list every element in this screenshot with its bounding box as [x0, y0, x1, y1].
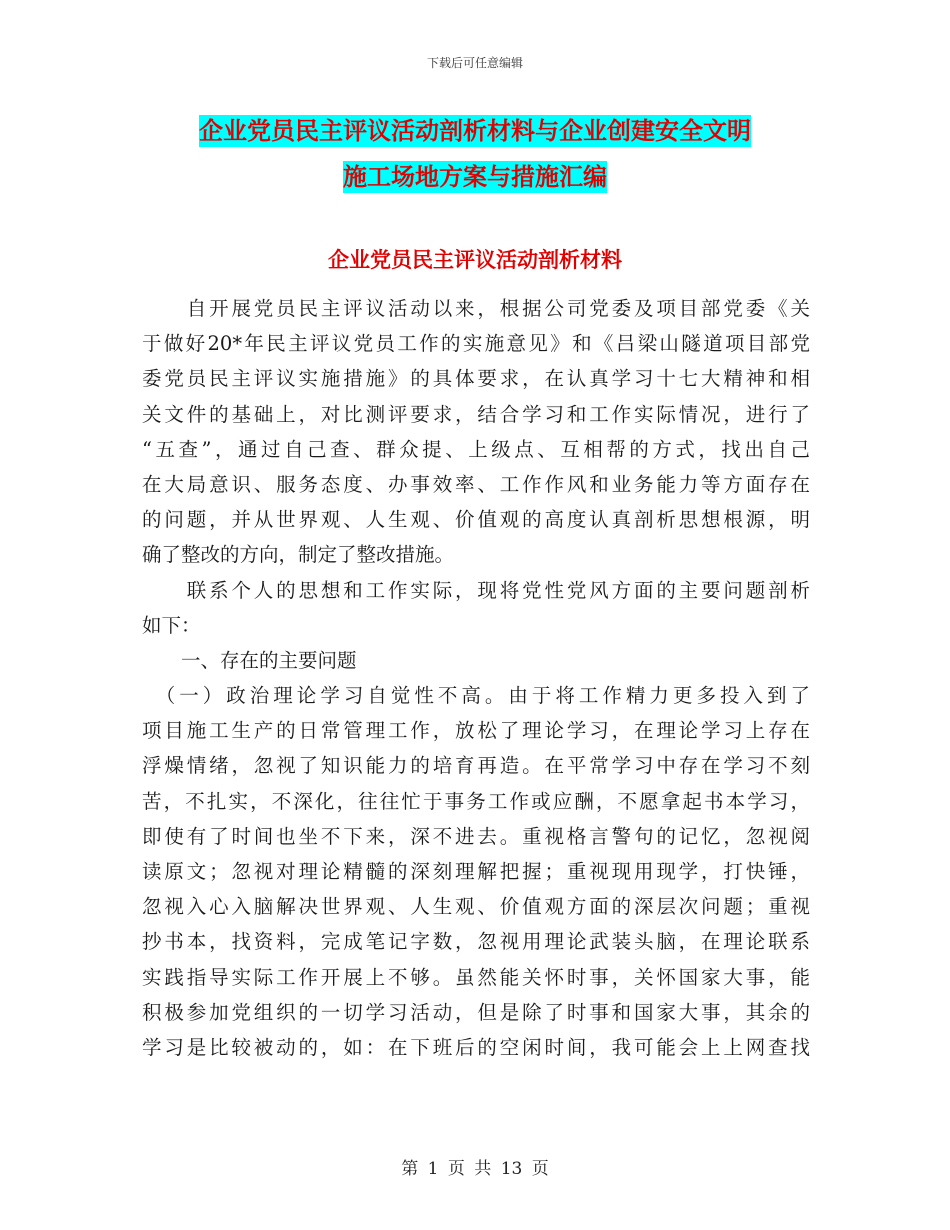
- body-line: 自开展党员民主评议活动以来，根据公司党委及项目部党委《关: [142, 297, 810, 320]
- body-line: 关文件的基础上，对比测评要求，结合学习和工作实际情况，进行了: [142, 402, 810, 426]
- body-line: 读原文；忽视对理论精髓的深刻理解把握；重视现用现学，打快锤，: [142, 860, 810, 883]
- body-line: 如下：: [142, 613, 201, 637]
- body-line: 一、存在的主要问题: [142, 648, 357, 672]
- body-line: 委党员民主评议实施措施》的具体要求，在认真学习十七大精神和相: [142, 367, 810, 391]
- body-line: 于做好20*年民主评议党员工作的实施意见》和《吕梁山隧道项目部党: [142, 332, 810, 356]
- body-line: 联系个人的思想和工作实际，现将党性党风方面的主要问题剖析: [142, 578, 810, 602]
- body-line: 的问题，并从世界观、人生观、价值观的高度认真剖析思想根源，明: [142, 508, 810, 532]
- body-text: [142, 291, 810, 1065]
- title-line-1: 企业党员民主评议活动剖析材料与企业创建安全文明: [199, 117, 751, 145]
- body-line: “五查”，通过自己查、群众提、上级点、互相帮的方式，找出自己: [142, 437, 810, 461]
- title-line-2: 施工场地方案与措施汇编: [343, 163, 607, 191]
- body-line: 在大局意识、服务态度、办事效率、工作作风和业务能力等方面存在: [142, 472, 810, 496]
- body-line: 苦，不扎实，不深化，往往忙于事务工作或应酬，不愿拿起书本学习，: [142, 789, 810, 813]
- body-line: 学习是比较被动的，如：在下班后的空闲时间，我可能会上上网查找: [142, 1035, 810, 1059]
- body-line: 抄书本，找资料，完成笔记字数，忽视用理论武装头脑，在理论联系: [142, 930, 810, 954]
- body-line: 实践指导实际工作开展上不够。虽然能关怀时事，关怀国家大事，能: [142, 965, 810, 989]
- body-line: 浮燥情绪，忽视了知识能力的培育再造。在平常学习中存在学习不刻: [142, 754, 810, 778]
- body-line: 项目施工生产的日常管理工作，放松了理论学习，在理论学习上存在: [142, 719, 810, 743]
- section-title: 企业党员民主评议活动剖析材料: [328, 248, 622, 272]
- body-line: 即使有了时间也坐不下来，深不进去。重视格言警句的记忆，忽视阅: [142, 824, 810, 848]
- body-line: 积极参加党组织的一切学习活动，但是除了时事和国家大事，其余的: [142, 1000, 810, 1024]
- page-number-footer: 第 1 页 共 13 页: [401, 1159, 549, 1179]
- body-line: 忽视入心入脑解决世界观、人生观、价值观方面的深层次问题；重视: [142, 895, 810, 919]
- body-line: （一）政治理论学习自觉性不高。由于将工作精力更多投入到了: [142, 684, 810, 708]
- document-title: [0, 108, 950, 200]
- body-line: 确了整改的方向，制定了整改措施。: [142, 543, 455, 567]
- header-note: 下载后可任意编辑: [426, 56, 523, 70]
